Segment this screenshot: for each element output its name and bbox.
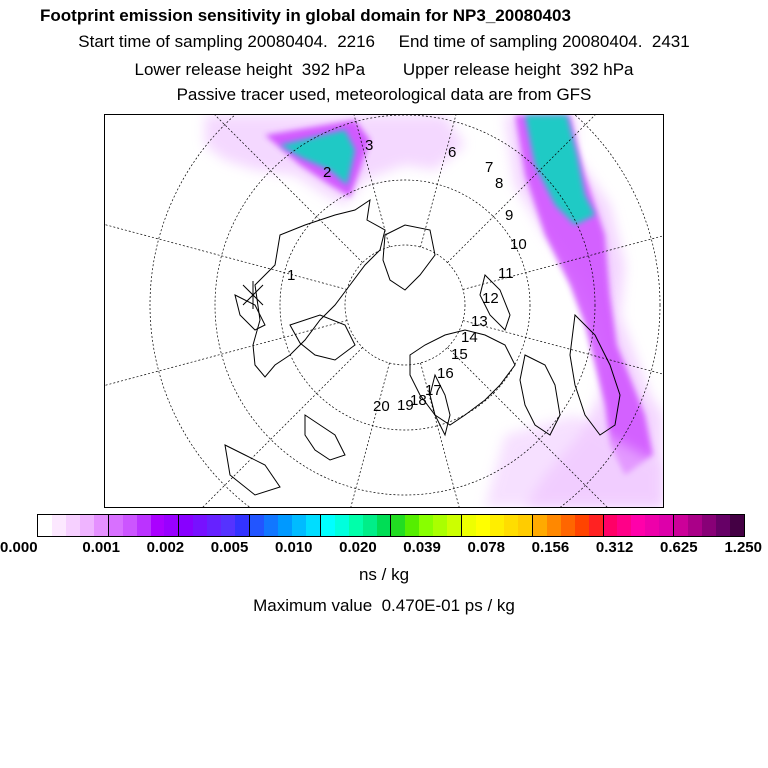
colorbar-segment xyxy=(730,515,744,536)
coast-lower-left xyxy=(225,445,280,495)
trajectory-label: 8 xyxy=(495,175,504,192)
meridian-line xyxy=(105,321,347,430)
colorbar-units: ns / kg xyxy=(358,565,410,584)
colorbar-segment xyxy=(52,515,66,536)
colorbar-segment xyxy=(504,515,518,536)
colorbar-tick-label: 0.156 xyxy=(531,539,570,556)
trajectory-label: 14 xyxy=(461,329,478,346)
coast-north-america xyxy=(253,200,385,377)
colorbar-segment xyxy=(363,515,377,536)
colorbar-segment xyxy=(476,515,490,536)
map-canvas xyxy=(105,115,663,507)
colorbar-segment xyxy=(278,515,292,536)
colorbar-segment xyxy=(603,515,618,536)
colorbar-tick-label: 0.002 xyxy=(146,539,185,556)
tracer-info-line: Passive tracer used, meteorological data are from GFS xyxy=(176,85,592,104)
colorbar-segment xyxy=(447,515,461,536)
colorbar-segment xyxy=(377,515,391,536)
colorbar-segment xyxy=(645,515,659,536)
colorbar-segment xyxy=(94,515,108,536)
trajectory-label: 9 xyxy=(505,207,514,224)
colorbar-segment xyxy=(151,515,165,536)
colorbar-segment xyxy=(235,515,249,536)
coast-greenland xyxy=(383,225,435,290)
colorbar-tick-label: 0.078 xyxy=(467,539,506,556)
colorbar-segment xyxy=(306,515,320,536)
trajectory-label: 10 xyxy=(510,236,527,253)
trajectory-label: 20 xyxy=(373,398,390,415)
lat-circle-80 xyxy=(345,245,465,365)
polar-map xyxy=(104,114,664,508)
colorbar-segment xyxy=(137,515,151,536)
colorbar-tick-label: 0.625 xyxy=(660,539,698,556)
colorbar-segment xyxy=(221,515,235,536)
colorbar-segment xyxy=(335,515,349,536)
colorbar-segment xyxy=(461,515,476,536)
colorbar-segment xyxy=(193,515,207,536)
trajectory-label: 3 xyxy=(365,137,374,154)
colorbar-tick-label: 0.039 xyxy=(403,539,441,556)
colorbar-segment xyxy=(617,515,631,536)
colorbar-tick-labels xyxy=(0,539,768,559)
colorbar-segment xyxy=(349,515,363,536)
colorbar-segment xyxy=(547,515,561,536)
trajectory-label: 11 xyxy=(498,265,514,282)
colorbar-segment xyxy=(164,515,178,536)
colorbar-segment xyxy=(292,515,306,536)
meridian-line xyxy=(105,181,347,290)
colorbar-segment xyxy=(249,515,264,536)
colorbar-tick-label: 0.005 xyxy=(210,539,249,556)
colorbar-tick-label: 0.312 xyxy=(595,539,634,556)
colorbar-segment xyxy=(631,515,645,536)
colorbar-segment xyxy=(207,515,221,536)
colorbar-segment xyxy=(575,515,589,536)
release-point-marker xyxy=(243,281,263,309)
colorbar-segment xyxy=(659,515,673,536)
colorbar-segment xyxy=(716,515,730,536)
trajectory-label: 1 xyxy=(287,267,296,284)
plot-title: Footprint emission sensitivity in global domain for NP3_20080403 xyxy=(40,6,571,25)
colorbar-segment xyxy=(433,515,447,536)
colorbar xyxy=(37,514,745,537)
colorbar-segment xyxy=(390,515,405,536)
colorbar-segment xyxy=(673,515,688,536)
trajectory-labels xyxy=(287,137,527,415)
colorbar-tick-label: 0.020 xyxy=(339,539,377,556)
colorbar-segment xyxy=(561,515,575,536)
coast-alaska xyxy=(235,295,265,330)
trajectory-label: 7 xyxy=(485,159,494,176)
trajectory-label: 6 xyxy=(448,144,457,161)
trajectory-label: 13 xyxy=(471,313,488,330)
trajectory-label: 18 xyxy=(410,392,427,409)
colorbar-segment xyxy=(80,515,94,536)
colorbar-segment xyxy=(108,515,123,536)
colorbar-tick-label: 0.001 xyxy=(82,539,120,556)
colorbar-segment xyxy=(532,515,547,536)
colorbar-segment xyxy=(405,515,419,536)
colorbar-segment xyxy=(264,515,278,536)
sampling-time-line: Start time of sampling 20080404. 2216 End time of sampling 20080404. 2431 xyxy=(78,32,690,51)
colorbar-segment xyxy=(66,515,80,536)
trajectory-label: 2 xyxy=(323,164,332,181)
trajectory-label: 12 xyxy=(482,290,499,307)
release-height-line: Lower release height 392 hPa Upper release height 392 hPa xyxy=(134,60,634,79)
colorbar-segment xyxy=(320,515,335,536)
colorbar-segment xyxy=(490,515,504,536)
colorbar-segment xyxy=(688,515,702,536)
colorbar-segment xyxy=(38,515,52,536)
colorbar-segment xyxy=(178,515,193,536)
trajectory-label: 16 xyxy=(437,365,454,382)
colorbar-tick-label: 0.010 xyxy=(274,539,313,556)
trajectory-label: 19 xyxy=(397,397,414,414)
trajectory-label: 17 xyxy=(425,382,442,399)
colorbar-tick-label: 1.250 xyxy=(724,539,762,556)
coast-baffin xyxy=(305,415,345,460)
colorbar-segment xyxy=(123,515,137,536)
colorbar-segment xyxy=(589,515,603,536)
trajectory-label: 15 xyxy=(451,346,468,363)
colorbar-segment xyxy=(518,515,532,536)
colorbar-tick-label: 0.000 xyxy=(0,539,38,556)
coast-arctic-islands xyxy=(290,315,355,360)
colorbar-segment xyxy=(419,515,433,536)
colorbar-segment xyxy=(702,515,716,536)
maximum-value: Maximum value 0.470E-01 ps / kg xyxy=(253,596,515,615)
